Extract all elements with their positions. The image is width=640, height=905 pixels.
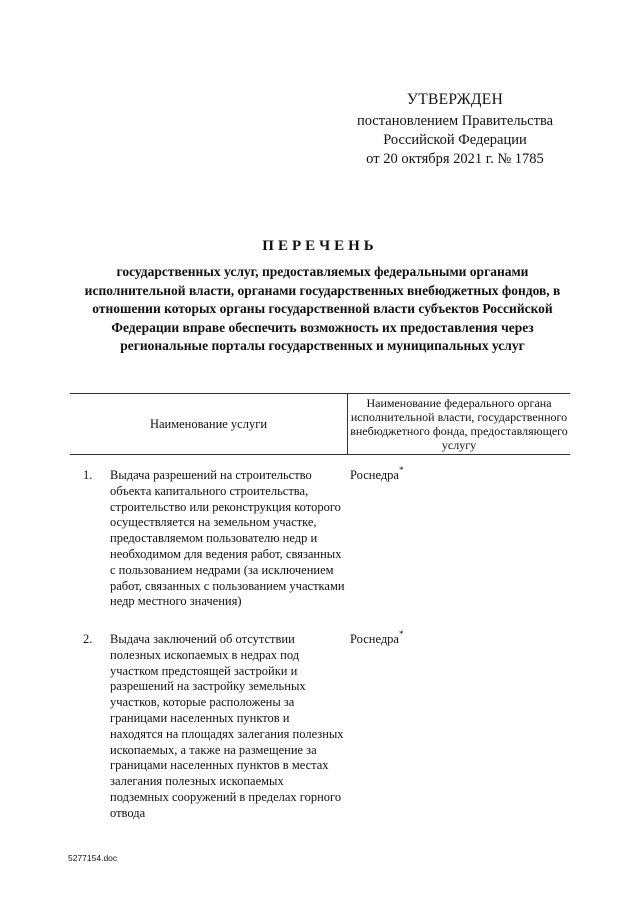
agency-name <box>350 629 404 648</box>
approval-stamp <box>330 90 580 169</box>
agency-name <box>350 465 404 484</box>
file-name-footer: 5277154.doc <box>68 853 118 863</box>
row-number: 2. <box>83 632 93 646</box>
document-title: ПЕРЕЧЕНЬ <box>262 238 378 254</box>
table-header <box>70 393 570 455</box>
footnote-mark: * <box>398 465 404 475</box>
document-subtitle: государственных услуг, предоставляемых федеральными органами исполнительной власти, органами государственных внебюджетных фондов, в отношении которых органы государственной власти субъектов Российской Федерации вправе обеспечить возможность их предоставления через региональные порталы государственных и муниципальных услуг <box>84 264 561 354</box>
agency-label: Роснедра <box>350 632 399 646</box>
footnote-mark: * <box>398 629 404 639</box>
approval-line: Российской Федерации <box>383 132 527 148</box>
column-header-agency: Наименование федерального органа исполнительной власти, государственного внебюджетного фонда, предоставляющего услугу <box>350 396 568 452</box>
service-name: Выдача заключений об отсутствии полезных ископаемых в недрах под участком предстоящей застройки и разрешений на застройку земельных участков, которые расположены за границами населенных пунктов и находятся на площадях залегания полезных ископаемых, а также на размещение за границами населенных пунктов в местах залегания полезных ископаемых подземных сооружений в пределах горного отвода <box>110 632 344 820</box>
approval-heading: УТВЕРЖДЕН <box>406 91 504 108</box>
approval-line: от 20 октября 2021 г. № 1785 <box>366 151 544 167</box>
agency-label: Роснедра <box>350 468 399 482</box>
row-number: 1. <box>83 468 93 482</box>
column-header-service: Наименование услуги <box>70 394 348 454</box>
approval-line: постановлением Правительства <box>356 113 554 129</box>
service-name: Выдача разрешений на строительство объекта капитального строительства, строительство или реконструкция которого осуществляется на земельном участке, предоставляемом пользователю недр и необходимом для ведения работ, связанных с пользованием недрами (за исключением работ, связанных с пользованием участками недр местного значения) <box>110 468 345 609</box>
